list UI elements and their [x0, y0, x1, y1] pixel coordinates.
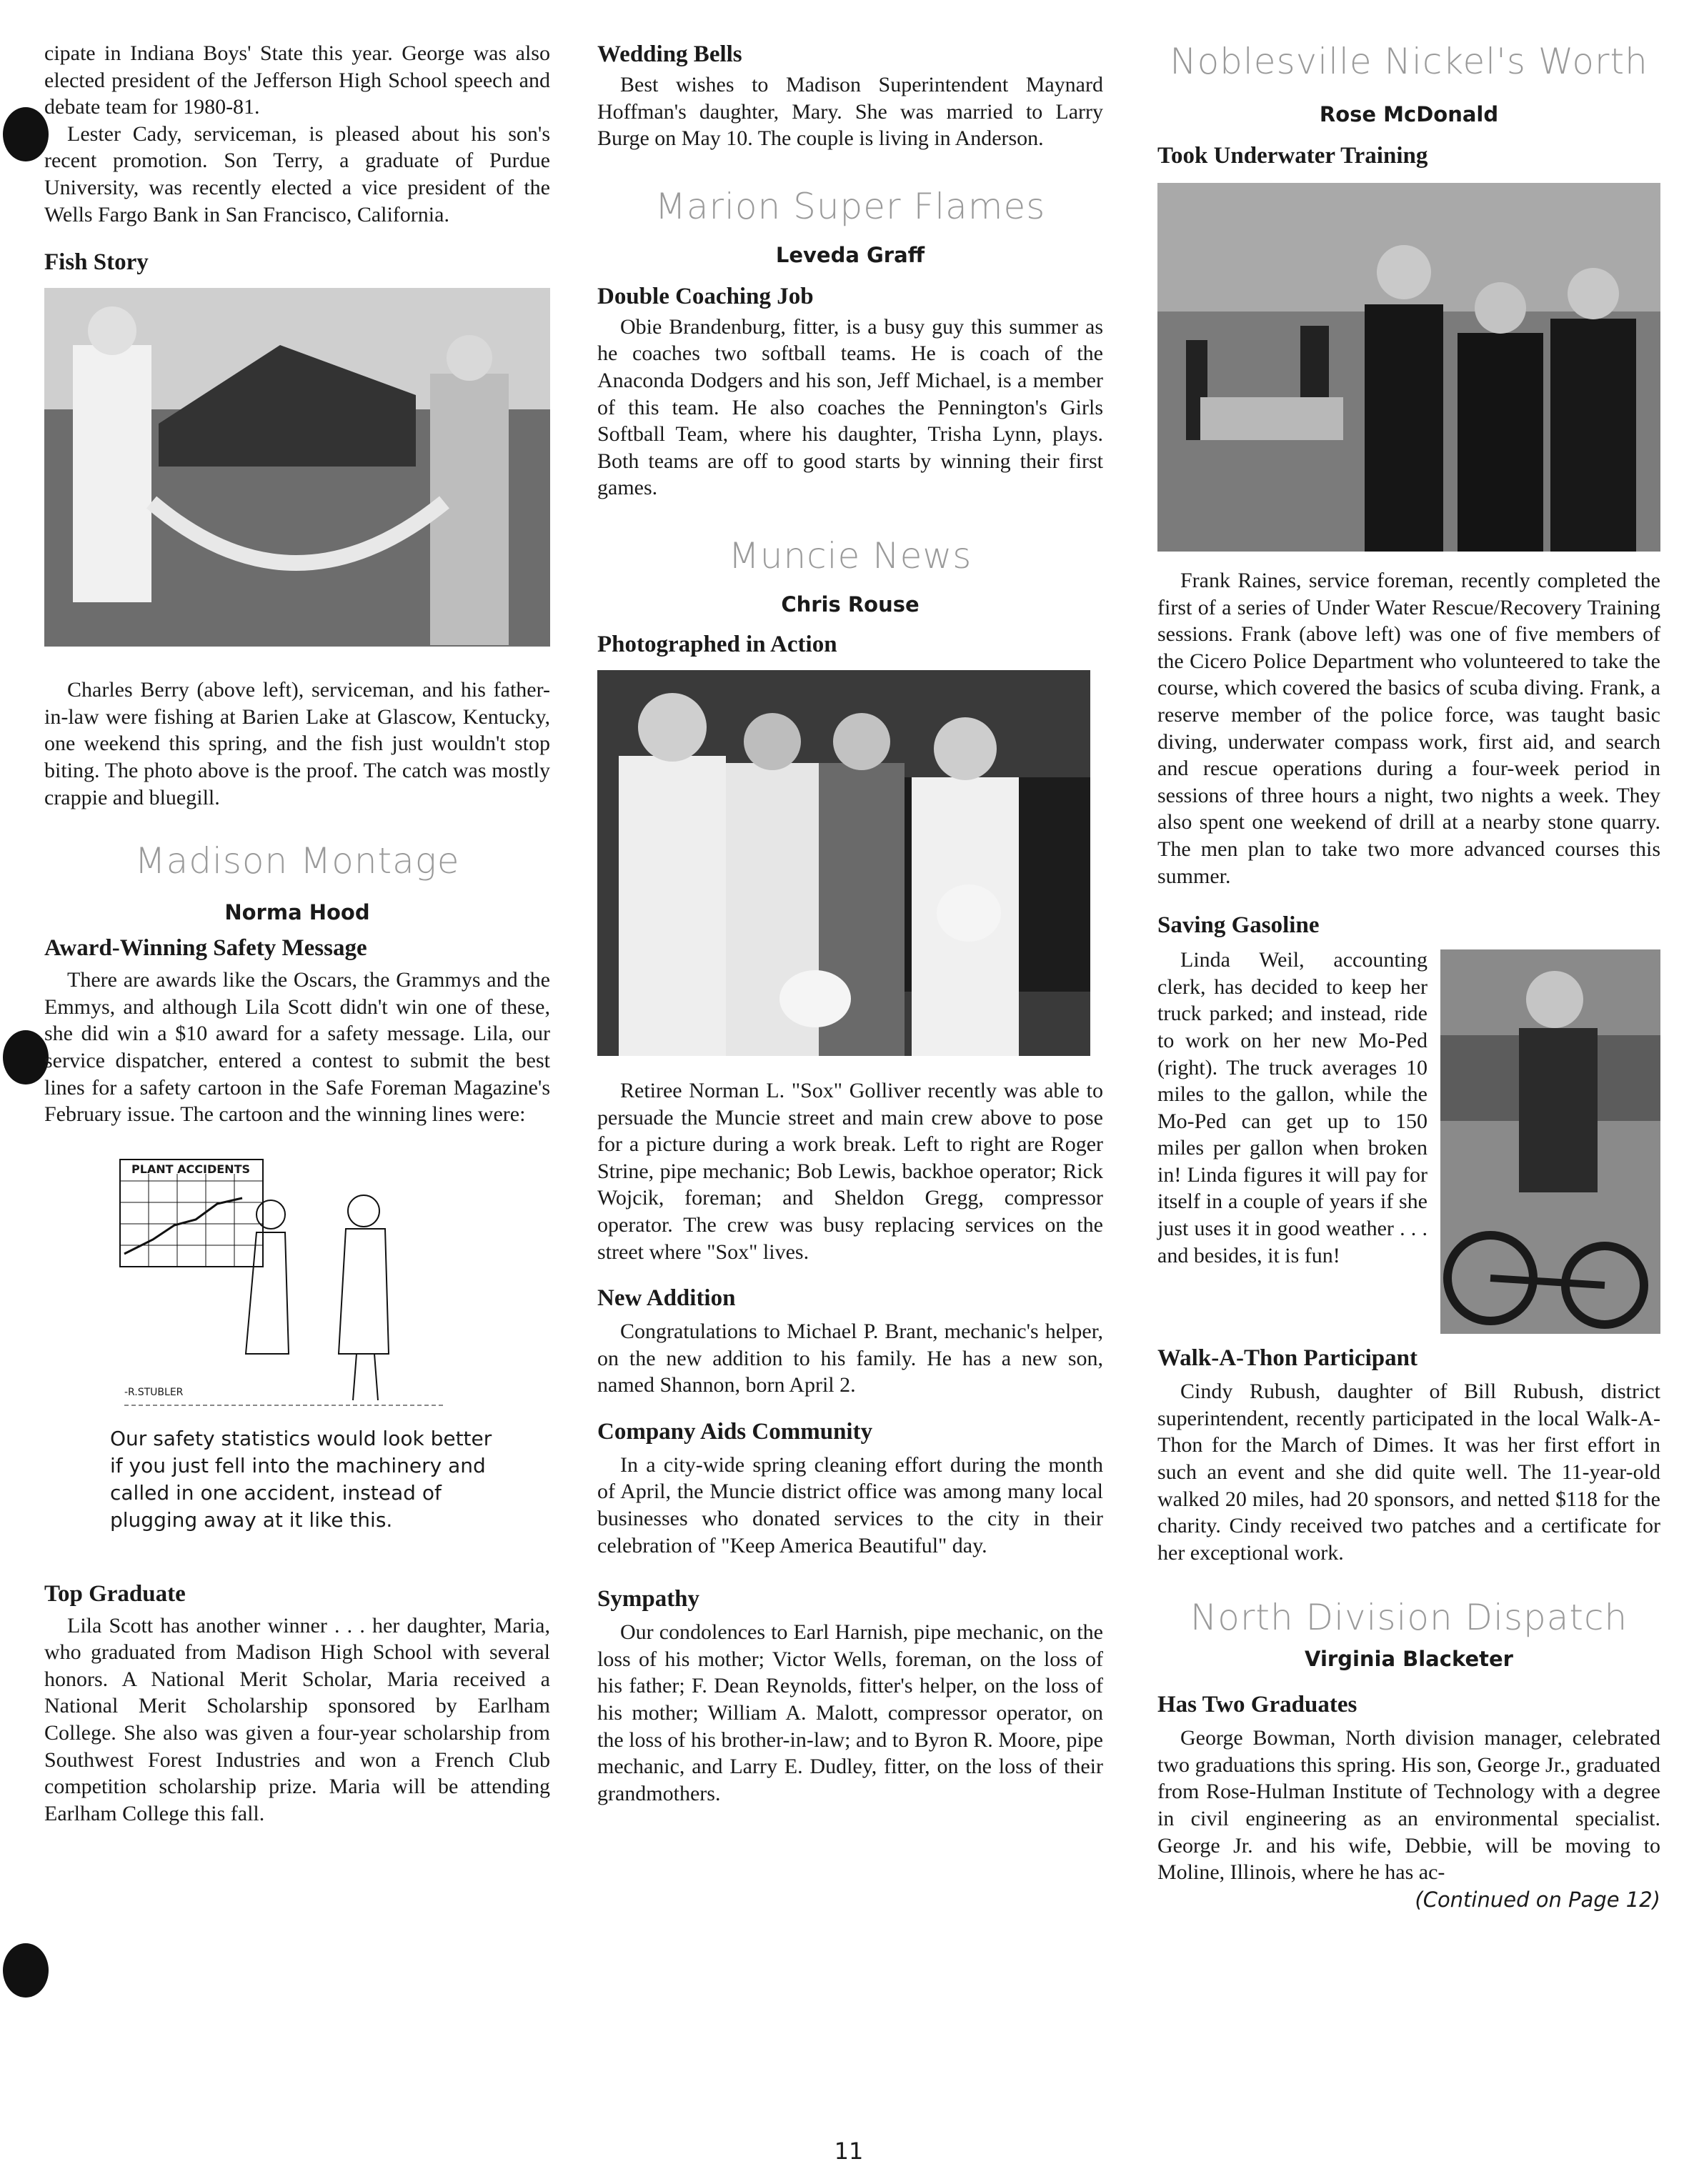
byline-rose-mcdonald: Rose McDonald [1319, 102, 1499, 126]
fish-story-heading: Fish Story [44, 249, 149, 276]
new-addition-text: Congratulations to Michael P. Brant, mechanic's helper, on the new addition to his family. He has a new son, named Shannon, born April 2. [597, 1320, 1103, 1397]
top-graduate-text: Lila Scott has another winner . . . her daughter, Maria, who graduated from Madison High School with several honors. A National Merit Scholar, Maria received a National Merit Scholarship sponsored by Earlham College. She also was given a four-year scholarship from Southwest Forest Industries and won a French Club competition scholarship prize. Maria will be attending Earlham College this fall. [44, 1613, 550, 1825]
community-heading: Company Aids Community [597, 1418, 873, 1445]
cartoon-chart-sign: PLANT ACCIDENTS [131, 1162, 251, 1176]
underwater-heading: Took Underwater Training [1157, 143, 1428, 169]
page-number: 11 [834, 2138, 864, 2165]
section-title-madison: Madison Montage [134, 840, 460, 882]
coaching-text: Obie Brandenburg, fitter, is a busy guy this summer as he coaches two softball teams. He is coach of the Anaconda Dodgers and his son, Jeff Michael, is a member of this team. He also coaches the Pennington's Girls Softball Team, where his daughter, Trisha Lynn, plays. Both teams are off to good starts by winning their first games. [597, 314, 1103, 500]
community-text: In a city-wide spring cleaning effort during the month of April, the Muncie district office was among many local businesses who donated services to the city in their celebration of "Keep America Beautiful" day. [597, 1452, 1103, 1557]
section-title-marion: Marion Super Flames [654, 185, 1046, 227]
section-title-muncie: Muncie News [728, 534, 972, 577]
divers-photo-art [1157, 183, 1660, 552]
cady-paragraph: Lester Cady, serviceman, is pleased about his son's recent promotion. Son Terry, a graduate of Purdue University, was recently elected a vice president of the Wells Fargo Bank in San Francisco, California. [44, 121, 550, 226]
sympathy-heading: Sympathy [597, 1586, 700, 1612]
award-heading: Award-Winning Safety Message [44, 935, 367, 962]
byline-chris-rouse: Chris Rouse [781, 592, 920, 617]
column-middle [597, 40, 1103, 1807]
walkathon-heading: Walk-A-Thon Participant [1157, 1345, 1417, 1372]
cartoon-drawing [110, 1154, 460, 1418]
binder-hole-middle [3, 1030, 49, 1084]
fish-story-text: Charles Berry (above left), serviceman, and his father-in-law were fishing at Barien Lake at Glascow, Kentucky, one weekend this spring, and the fish just wouldn't stop biting. The photo above is the proof. The catch was mostly crappie and bluegill. [44, 678, 550, 809]
saving-gasoline-heading: Saving Gasoline [1157, 912, 1320, 939]
binder-hole-bottom [3, 1943, 49, 1998]
wedding-text: Best wishes to Madison Superintendent Maynard Hoffman's daughter, Mary. She was married to Larry Burge on May 10. The couple is living in Anderson. [597, 73, 1103, 151]
crew-photo-art [597, 670, 1090, 1056]
column-left [44, 40, 550, 1827]
saving-gasoline-text: Linda Weil, accounting clerk, has decided to keep her truck parked; and instead, ride to work on her new Mo-Ped (right). The truck averages 10 miles to the gallon, while the Mo-Ped can get up to 150 miles per gallon when broken in! Linda figures it will pay for itself in a couple of years if she just uses it in good weather . . . and besides, it is fun! [1157, 948, 1428, 1267]
byline-virginia-blacketer: Virginia Blacketer [1305, 1647, 1513, 1672]
action-heading: Photographed in Action [597, 631, 837, 657]
wedding-heading: Wedding Bells [597, 41, 742, 67]
section-title-noblesville: Noblesville Nickel's Worth [1170, 41, 1648, 82]
two-graduates-heading: Has Two Graduates [1157, 1692, 1357, 1718]
fish-story-photo [44, 288, 550, 647]
muncie-crew-photo [597, 670, 1090, 1056]
fish-photo-art [44, 288, 550, 647]
binder-hole-top [3, 107, 49, 161]
cartoon-signature: -R.STUBLER [124, 1386, 184, 1398]
section-title-north: North Division Dispatch [1190, 1597, 1628, 1639]
top-graduate-heading: Top Graduate [44, 1580, 186, 1607]
byline-leveda-graff: Leveda Graff [775, 242, 925, 267]
safety-cartoon [110, 1154, 460, 1418]
byline-norma-hood: Norma Hood [224, 900, 370, 925]
continued-note: (Continued on Page 12) [1415, 1887, 1660, 1912]
intro-paragraph: cipate in Indiana Boys' State this year. George was also elected president of the Jefferson High School speech and debate team for 1980-81. [44, 41, 550, 119]
action-text: Retiree Norman L. "Sox" Golliver recently was able to persuade the Muncie street and main crew above to pose for a picture during a work break. Left to right are Roger Strine, pipe mechanic; Bob Lewis, backhoe operator; Rick Wojcik, foreman; and Sheldon Gregg, compressor operator. The crew was busy replacing services on the street where "Sox" lives. [597, 1078, 1103, 1264]
divers-photo [1157, 183, 1660, 552]
two-graduates-text: George Bowman, North division manager, celebrated two graduations this spring. His son, George Jr., graduated from Rose-Hulman Institute of Technology with a degree in civil engineering as an environmental specialist. George Jr. and his wife, Debbie, will be moving to Moline, Illinois, where he has ac- [1157, 1726, 1660, 1885]
walkathon-text: Cindy Rubush, daughter of Bill Rubush, district superintendent, recently participated in the local Walk-A-Thon for the March of Dimes. It was her first effort in such an event and she did quite well. The 11-year-old walked 20 miles, had 20 sponsors, and netted $118 for the charity. Cindy received two patches and a certificate for her exceptional work. [1157, 1380, 1660, 1565]
sympathy-text: Our condolences to Earl Harnish, pipe mechanic, on the loss of his mother; Victor Wells, foreman, on the loss of his father; F. Dean Reynolds, fitter's helper, on the loss of his mother; William A. Malott, compressor operator, on the loss of his brother-in-law; and to Byron R. Moore, pipe mechanic, and Larry E. Dudley, fitter, on the loss of their grandmothers. [597, 1620, 1103, 1805]
cartoon-caption: Our safety statistics would look better if you just fell into the machinery and called in one accident, instead of plugging away at it like this. [110, 1426, 492, 1532]
column-right [1157, 40, 1660, 1913]
moped-photo-art [1440, 949, 1660, 1334]
coaching-heading: Double Coaching Job [597, 283, 814, 309]
moped-photo [1440, 949, 1660, 1334]
new-addition-heading: New Addition [597, 1285, 736, 1312]
award-text: There are awards like the Oscars, the Grammys and the Emmys, and although Lila Scott didn't win one of these, she did win a $10 award for a safety message. Lila, our service dispatcher, entered a contest to submit the best lines for a safety cartoon in the Safe Foreman Magazine's February issue. The cartoon and the winning lines were: [44, 968, 550, 1127]
underwater-text: Frank Raines, service foreman, recently completed the first of a series of Under Water Rescue/Recovery Training sessions. Frank (above left) was one of five members of the Cicero Police Department who volunteered to take the course, which covered the basics of scuba diving. Frank, a reserve member of the police force, was taught basic diving, underwater compass work, first aid, and search and rescue operations during a four-week period in sessions of three hours a night, two nights a week. They also spent one weekend of drill at a nearby stone quarry. The men plan to take two more advanced courses this summer. [1157, 569, 1660, 888]
gasoline-block [1157, 947, 1660, 1334]
